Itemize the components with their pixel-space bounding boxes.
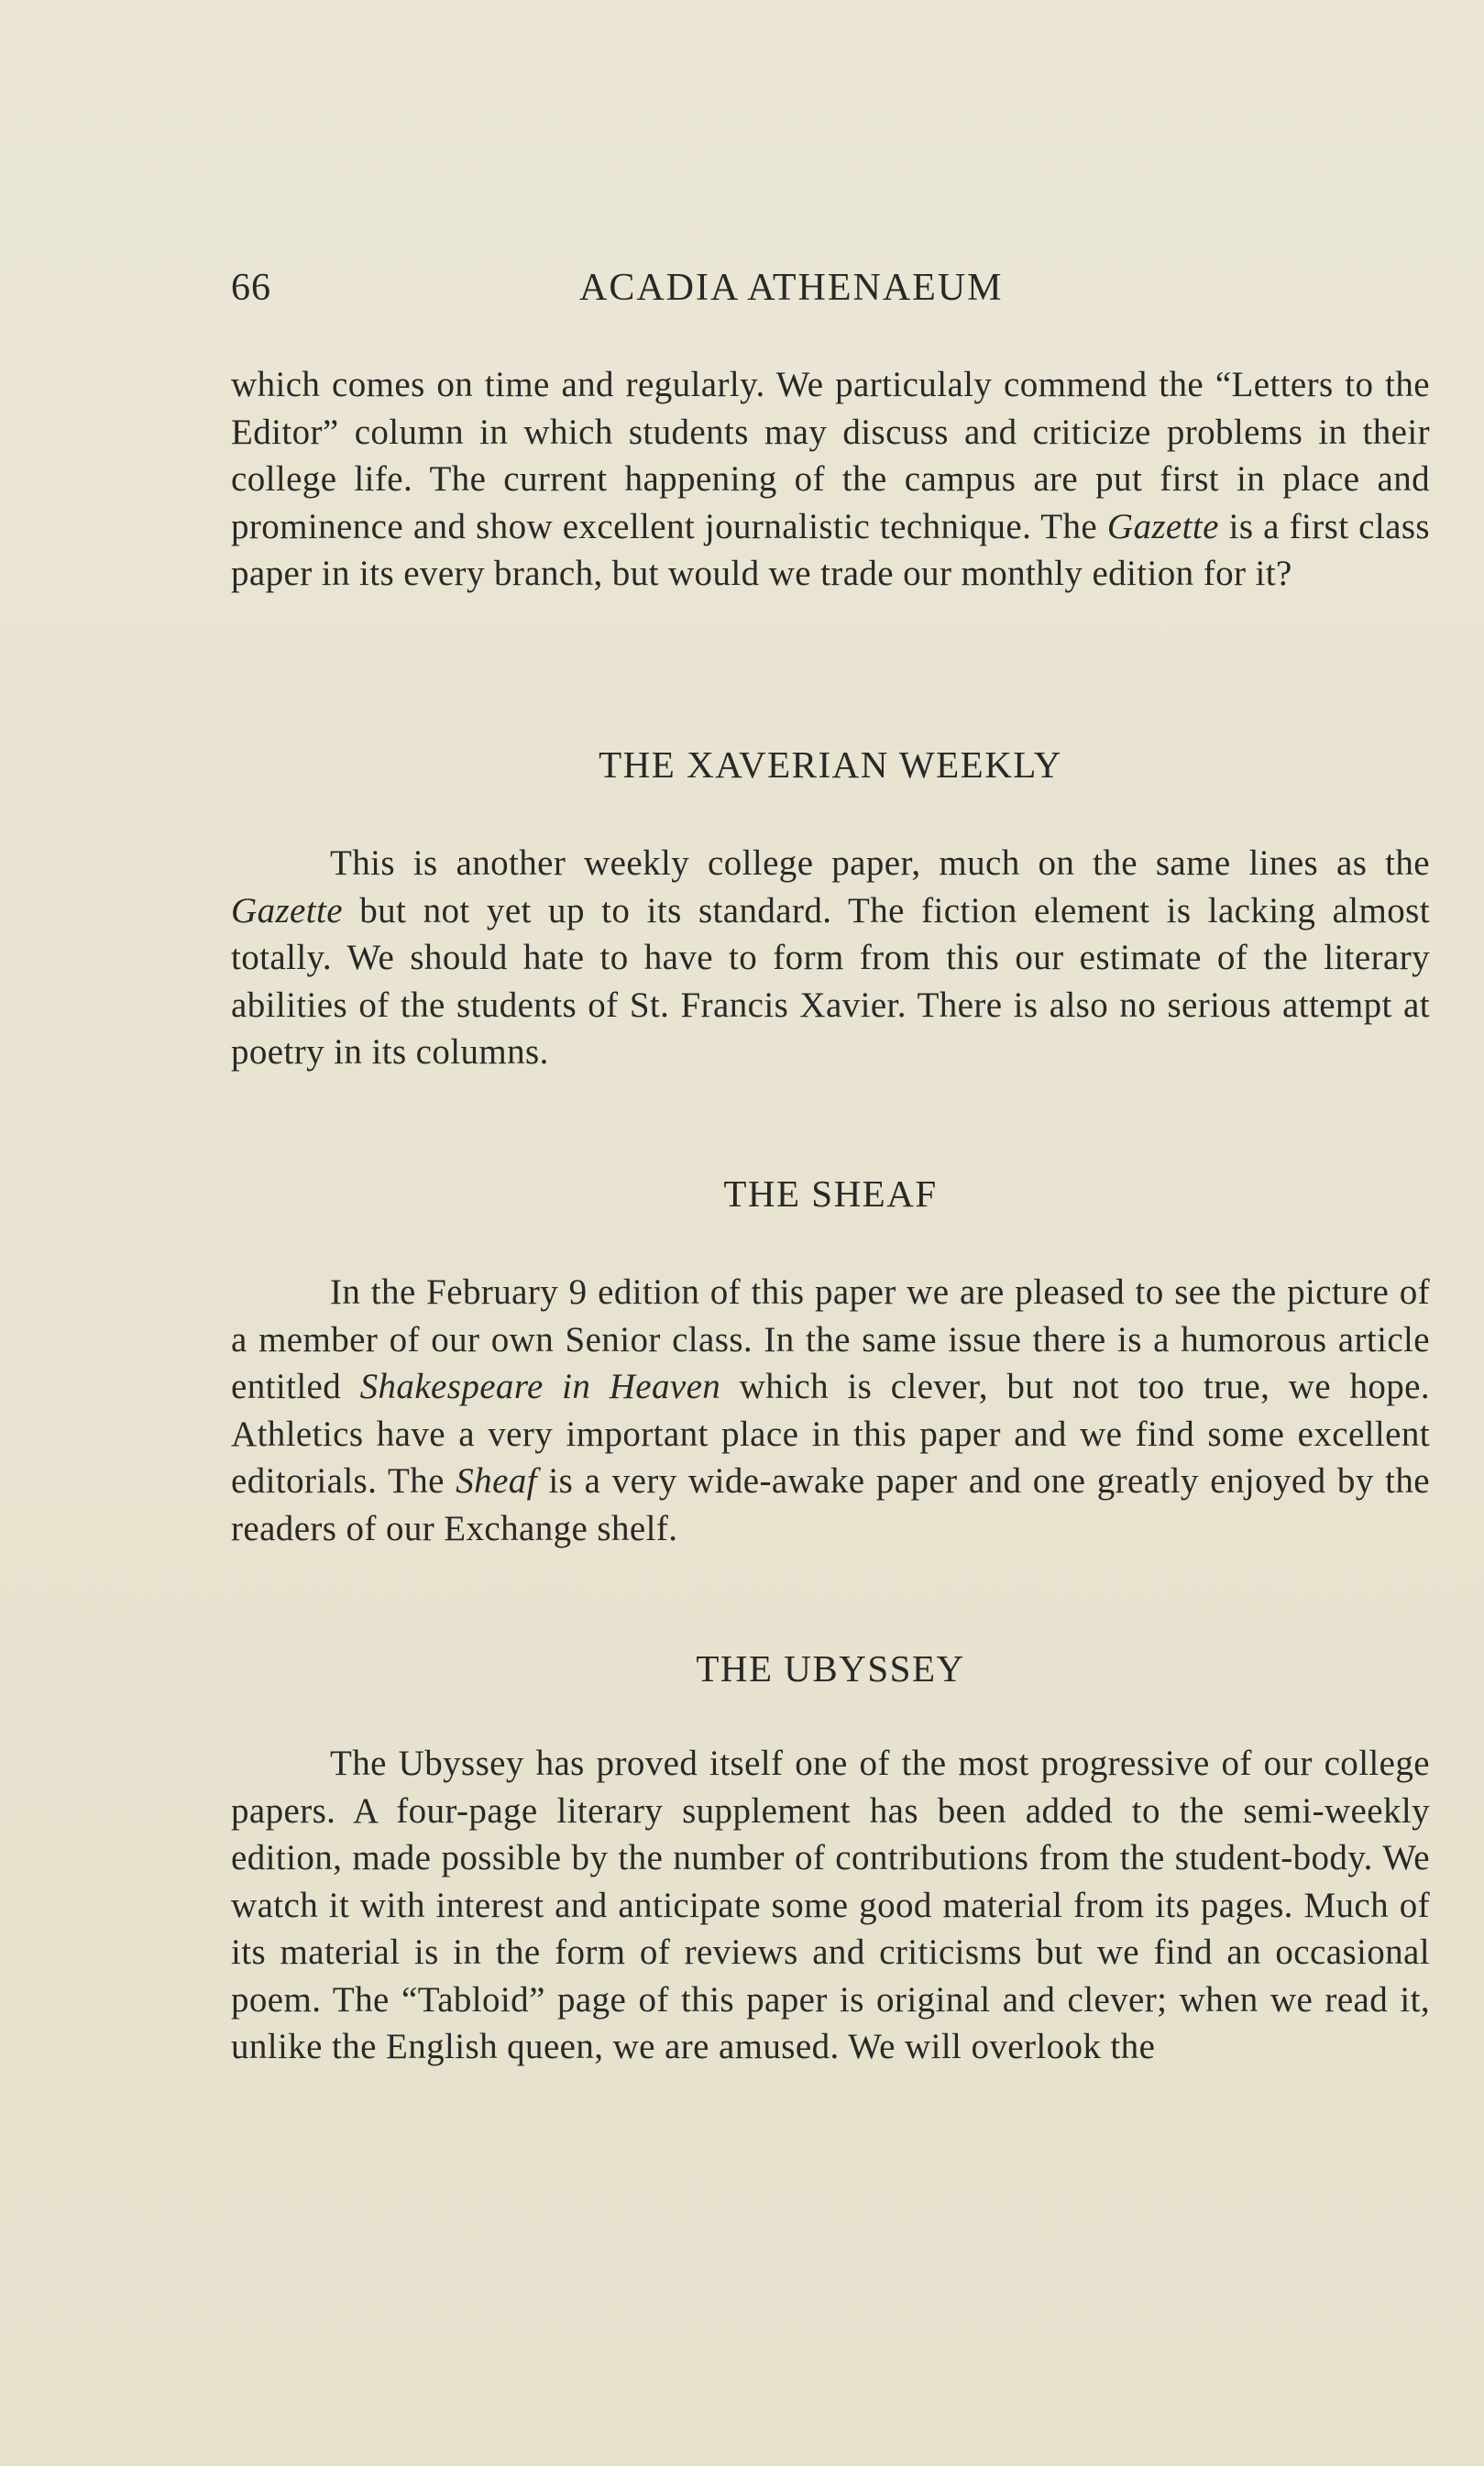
page-number: 66 xyxy=(231,267,271,309)
ubyssey-paragraph xyxy=(231,1740,1430,2071)
sheaf-paragraph xyxy=(231,1269,1430,1552)
paragraph-text: This is another weekly college paper, much on the same lines as the Gazette but not yet up to its standard. The fiction element is lacking almost totally. We should hate to have to form from this our estimate of the literary abilities of the students of St. Francis Xavier. There is also no serious attempt at poetry in its columns. xyxy=(231,843,1430,1072)
paragraph-text: The Ubyssey has proved itself one of the most progressive of our college papers. A four-page literary supplement has been added to the semi-weekly edition, made possible by the number of contributions from the student-body. We watch it with interest and anticipate some good material from its pages. Much of its material is in the form of reviews and criticisms but we find an occasional poem. The “Tabloid” page of this paper is original and clever; when we read it, unlike the English queen, we are amused. We will overlook the xyxy=(231,1744,1430,2066)
sheaf-title: Sheaf xyxy=(456,1461,537,1501)
paragraph-text: In the February 9 edition of this paper we are pleased to see the picture of a member of our own Senior class. In the same issue there is a humorous article entitled Shakespeare in Heaven which is clever, but not too true, we hope. Athletics have a very important place in this paper and we find some excellent editorials. The Sheaf is a very wide-awake paper and one greatly enjoyed by the readers of our Exchange shelf. xyxy=(231,1272,1430,1548)
journal-title: ACADIA ATHENAEUM xyxy=(579,267,1004,309)
xaverian-weekly-paragraph xyxy=(231,840,1430,1076)
section-heading-ubyssey: THE UBYSSEY xyxy=(696,1647,965,1690)
gazette-title: Gazette xyxy=(1106,506,1219,546)
running-head xyxy=(231,266,1430,321)
article-title: Shakespeare in Heaven xyxy=(359,1367,721,1406)
section-heading-sheaf: THE SHEAF xyxy=(723,1172,938,1215)
continued-paragraph xyxy=(231,361,1430,598)
section-heading-xaverian-weekly: THE XAVERIAN WEEKLY xyxy=(599,743,1062,786)
paragraph-text: which comes on time and regularly. We particulaly commend the “Letters to the Editor” column in which students may discuss and criticize problems in their college life. The current happening of the campus are put first in place and prominence and show excellent journalistic technique. The Gazette is a first class paper in its every branch, but would we trade our monthly edition for it? xyxy=(231,365,1430,593)
gazette-title: Gazette xyxy=(231,890,343,930)
